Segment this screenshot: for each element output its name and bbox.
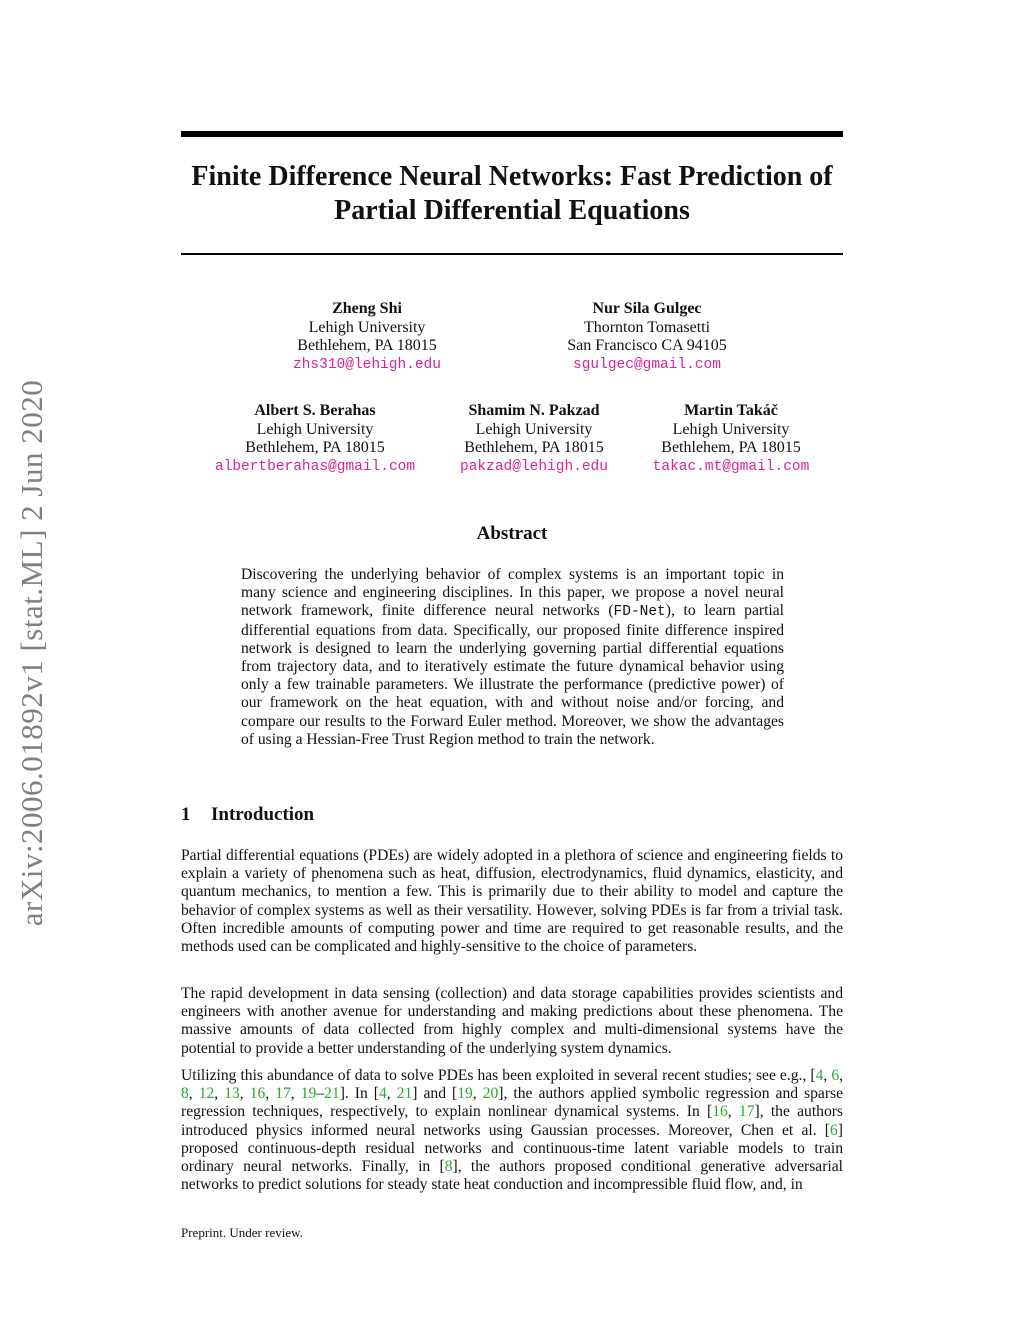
paragraph-text: Utilizing this abundance of data to solve PDEs has been exploited in several recent studies; see e.g., [ bbox=[181, 1067, 816, 1084]
author-name: Martin Takáč bbox=[684, 402, 778, 419]
paragraph-text: ] proposed continuous-depth residual networks and continuous-time latent variable models to train ordinary neural networks. Finally, in [ bbox=[181, 1121, 843, 1176]
author-address: Bethlehem, PA 18015 bbox=[464, 439, 604, 456]
body-paragraph: The rapid development in data sensing (collection) and data storage capabilities provides scientists and engineers with another avenue for understanding and making predictions about these phenomena. The massive amounts of data collected from highly complex and multi-dimensional systems have the potential to provide a better understanding of the underlying system dynamics. bbox=[181, 985, 843, 1057]
author-address: Bethlehem, PA 18015 bbox=[661, 439, 801, 456]
author-name: Albert S. Berahas bbox=[254, 402, 376, 419]
citation-separator: , bbox=[386, 1085, 397, 1103]
abstract-code-term: FD-Net bbox=[613, 604, 666, 621]
paragraph-text: ], the authors introduced physics informed neural networks using Gaussian processes. Moreover, Chen et al. [ bbox=[181, 1103, 844, 1139]
citation-link[interactable]: 6 bbox=[830, 1121, 838, 1139]
author-email-link[interactable]: takac.mt@gmail.com bbox=[652, 458, 810, 475]
citation-link[interactable]: 4 bbox=[378, 1085, 387, 1103]
citation-link[interactable]: 4 bbox=[815, 1067, 824, 1084]
citation-link[interactable]: 8 bbox=[444, 1158, 453, 1176]
abstract-text bbox=[241, 566, 784, 749]
citation-link[interactable]: 20 bbox=[482, 1085, 499, 1103]
citation-separator: , bbox=[290, 1085, 301, 1103]
section-number: 1 bbox=[181, 804, 191, 825]
paragraph-text: ] and [ bbox=[412, 1085, 458, 1103]
citation-link[interactable]: 6 bbox=[831, 1067, 840, 1084]
citation-separator: , bbox=[727, 1103, 739, 1121]
author-block bbox=[537, 300, 757, 374]
citation-separator: , bbox=[188, 1085, 199, 1103]
author-address: Bethlehem, PA 18015 bbox=[245, 439, 385, 456]
citation-separator: , bbox=[214, 1085, 225, 1103]
body-paragraph bbox=[181, 1067, 843, 1194]
arxiv-identifier: arXiv:2006.01892v1 [stat.ML] 2 Jun 2020 bbox=[14, 379, 49, 926]
author-email-link[interactable]: albertberahas@gmail.com bbox=[214, 458, 416, 475]
paragraph-text: ], the authors proposed conditional generative adversarial networks to predict solutions for steady state heat conduction and incompressible fluid flow, and, in bbox=[181, 1158, 844, 1194]
arxiv-sidebar-stamp bbox=[6, 360, 58, 945]
body-paragraph: Partial differential equations (PDEs) are widely adopted in a plethora of science and engineering fields to explain a variety of phenomena such as heat, diffusion, electrodynamics, fluid dynamics, elasticity, and quantum mechanics, to mention a few. This is primarily due to their ability to model and capture the behavior of complex systems as well as their versatility. However, solving PDEs is far from a trivial task. Often incredible amounts of computing power and time are required to get reasonable results, and the methods used can be complicated and highly-sensitive to the choice of parameters. bbox=[181, 847, 843, 956]
author-address: San Francisco CA 94105 bbox=[567, 337, 727, 354]
author-block bbox=[434, 402, 634, 476]
citation-link[interactable]: 17 bbox=[738, 1103, 755, 1121]
citation-link[interactable]: 21 bbox=[324, 1085, 340, 1103]
author-email-link[interactable]: pakzad@lehigh.edu bbox=[460, 458, 608, 475]
citation-link[interactable]: 19 bbox=[300, 1085, 317, 1103]
paper-title: Finite Difference Neural Networks: Fast Prediction of Partial Differential Equations bbox=[191, 161, 833, 226]
citation-link[interactable]: 21 bbox=[396, 1085, 413, 1103]
citation-link[interactable]: 13 bbox=[224, 1085, 240, 1103]
citation-link[interactable]: 17 bbox=[275, 1085, 291, 1103]
author-block bbox=[267, 300, 467, 374]
footer-note: Preprint. Under review. bbox=[181, 1225, 303, 1240]
citation-link[interactable]: 16 bbox=[712, 1103, 728, 1121]
title-bottom-rule bbox=[181, 253, 843, 255]
citation-link[interactable]: 19 bbox=[457, 1085, 473, 1103]
author-affiliation: Lehigh University bbox=[256, 420, 374, 438]
paragraph-text: ], the authors applied symbolic regression and sparse regression techniques, respectively, to explain nonlinear dynamical systems. In [ bbox=[181, 1085, 844, 1121]
author-name: Zheng Shi bbox=[332, 300, 402, 317]
abstract-text-part: ), to learn partial differential equations from data. Specifically, our proposed finite difference inspired network is designed to learn the underlying governing partial differential equations from trajectory data, and to iteratively estimate the future dynamical behavior using only a few trainable parameters. We illustrate the performance (predictive power) of our framework on the heat equation, with and without noise and/or forcing, and compare our results to the Forward Euler method. Moreover, we show the advantages of using a Hessian-Free Trust Region method to train the network. bbox=[241, 602, 784, 748]
author-email-link[interactable]: sgulgec@gmail.com bbox=[573, 356, 721, 373]
citation-separator: , bbox=[839, 1067, 844, 1084]
author-name: Shamim N. Pakzad bbox=[468, 402, 600, 419]
citation-separator: , bbox=[823, 1067, 832, 1084]
author-affiliation: Lehigh University bbox=[475, 420, 593, 438]
author-affiliation: Lehigh University bbox=[672, 420, 790, 438]
section-heading bbox=[181, 804, 314, 826]
citation-separator: – bbox=[316, 1085, 325, 1103]
author-block bbox=[641, 402, 821, 476]
author-block bbox=[200, 402, 430, 476]
section-title: Introduction bbox=[211, 804, 315, 825]
title-top-rule bbox=[181, 131, 843, 137]
author-affiliation: Lehigh University bbox=[308, 318, 426, 336]
citation-separator: , bbox=[239, 1085, 250, 1103]
author-address: Bethlehem, PA 18015 bbox=[297, 337, 437, 354]
citation-separator: , bbox=[265, 1085, 276, 1103]
citation-link[interactable]: 12 bbox=[198, 1085, 215, 1103]
citation-separator: , bbox=[472, 1085, 483, 1103]
author-email-link[interactable]: zhs310@lehigh.edu bbox=[293, 356, 441, 373]
citation-link[interactable]: 8 bbox=[181, 1085, 189, 1103]
paragraph-text: ]. In [ bbox=[339, 1085, 379, 1103]
abstract-text-part: Discovering the underlying behavior of complex systems is an important topic in many science and engineering disciplines. In this paper, we propose a novel neural network framework, finite difference neural networks ( bbox=[241, 566, 784, 620]
citation-link[interactable]: 16 bbox=[249, 1085, 266, 1103]
abstract-heading: Abstract bbox=[476, 523, 548, 544]
author-name: Nur Sila Gulgec bbox=[592, 300, 702, 317]
author-affiliation: Thornton Tomasetti bbox=[583, 318, 711, 336]
